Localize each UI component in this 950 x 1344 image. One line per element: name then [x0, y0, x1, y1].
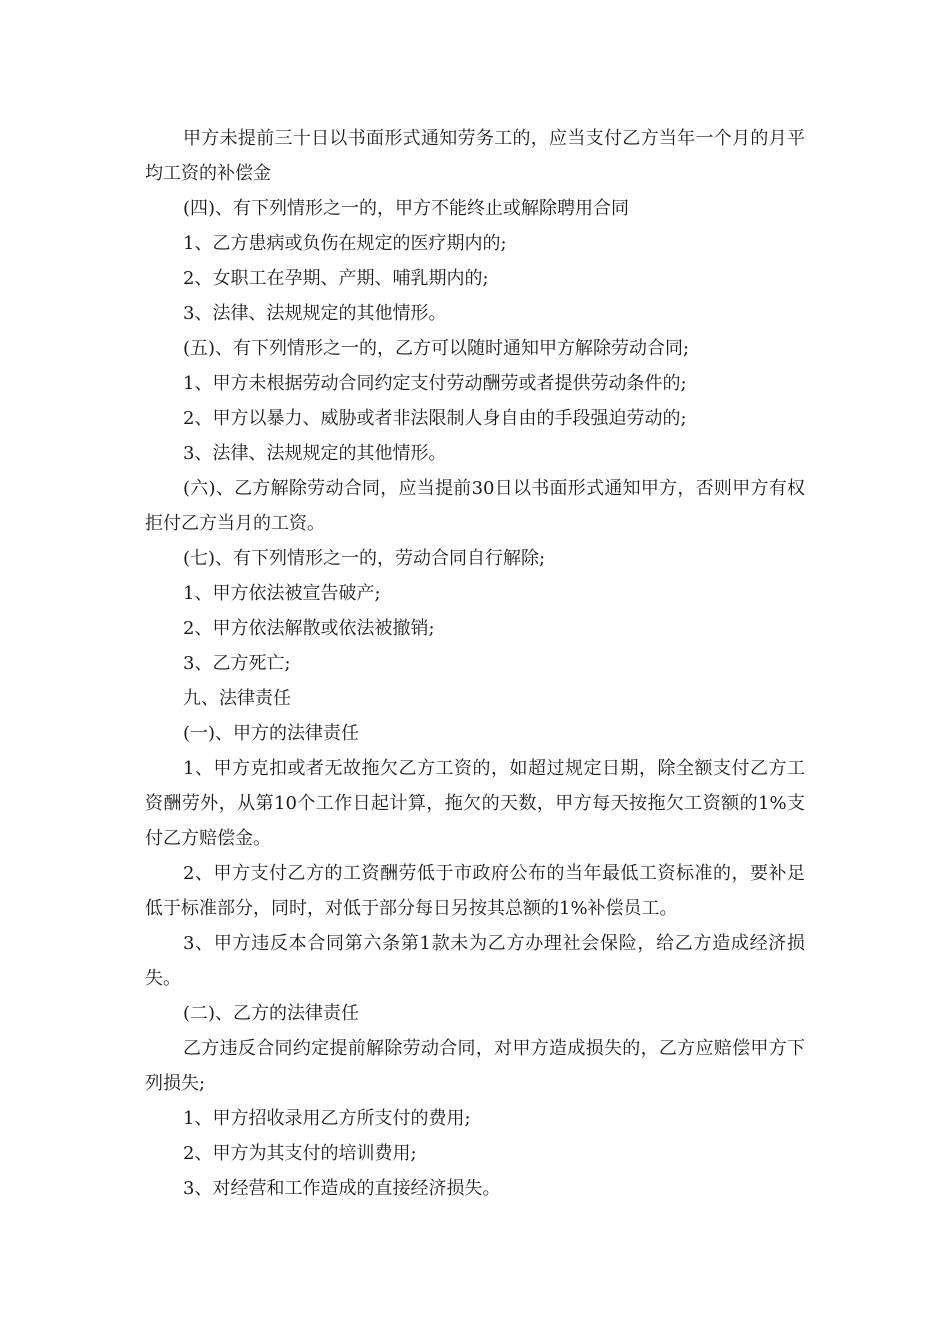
paragraph: 甲方未提前三十日以书面形式通知劳务工的，应当支付乙方当年一个月的月平均工资的补偿金: [145, 128, 805, 184]
section-heading: (六)、乙方解除劳动合同，应当提前30日以书面形式通知甲方，否则甲方有权拒付乙方当月的工资。: [145, 478, 805, 534]
list-item: 3、甲方违反本合同第六条第1款未为乙方办理社会保险，给乙方造成经济损失。: [145, 933, 805, 989]
section-heading: (一)、甲方的法律责任: [183, 723, 360, 744]
list-item: 3、法律、法规规定的其他情形。: [183, 303, 447, 324]
list-item: 3、乙方死亡;: [183, 653, 291, 674]
paragraph: 乙方违反合同约定提前解除劳动合同，对甲方造成损失的，乙方应赔偿甲方下列损失;: [145, 1038, 805, 1094]
section-heading: (四)、有下列情形之一的，甲方不能终止或解除聘用合同: [183, 198, 630, 219]
section-heading: (五)、有下列情形之一的，乙方可以随时通知甲方解除劳动合同;: [183, 338, 690, 359]
list-item: 1、甲方招收录用乙方所支付的费用;: [183, 1108, 471, 1129]
list-item: 2、甲方支付乙方的工资酬劳低于市政府公布的当年最低工资标准的，要补足低于标准部分，同时，对低于部分每日另按其总额的1%补偿员工。: [145, 863, 805, 919]
section-heading: (二)、乙方的法律责任: [183, 1003, 360, 1024]
list-item: 2、女职工在孕期、产期、哺乳期内的;: [183, 268, 489, 289]
list-item: 3、对经营和工作造成的直接经济损失。: [183, 1178, 501, 1199]
section-heading: (七)、有下列情形之一的，劳动合同自行解除;: [183, 548, 546, 569]
list-item: 2、甲方以暴力、威胁或者非法限制人身自由的手段强迫劳动的;: [183, 408, 687, 429]
list-item: 1、乙方患病或负伤在规定的医疗期内的;: [183, 233, 507, 254]
list-item: 2、甲方依法解散或依法被撤销;: [183, 618, 435, 639]
list-item: 1、甲方未根据劳动合同约定支付劳动酬劳或者提供劳动条件的;: [183, 373, 687, 394]
list-item: 3、法律、法规规定的其他情形。: [183, 443, 447, 464]
document-body: [145, 121, 805, 1206]
chapter-heading: 九、法律责任: [183, 688, 291, 709]
list-item: 1、甲方克扣或者无故拖欠乙方工资的，如超过规定日期，除全额支付乙方工资酬劳外，从第10个工作日起计算，拖欠的天数，甲方每天按拖欠工资额的1%支付乙方赔偿金。: [145, 758, 805, 849]
list-item: 2、甲方为其支付的培训费用;: [183, 1143, 417, 1164]
list-item: 1、甲方依法被宣告破产;: [183, 583, 381, 604]
